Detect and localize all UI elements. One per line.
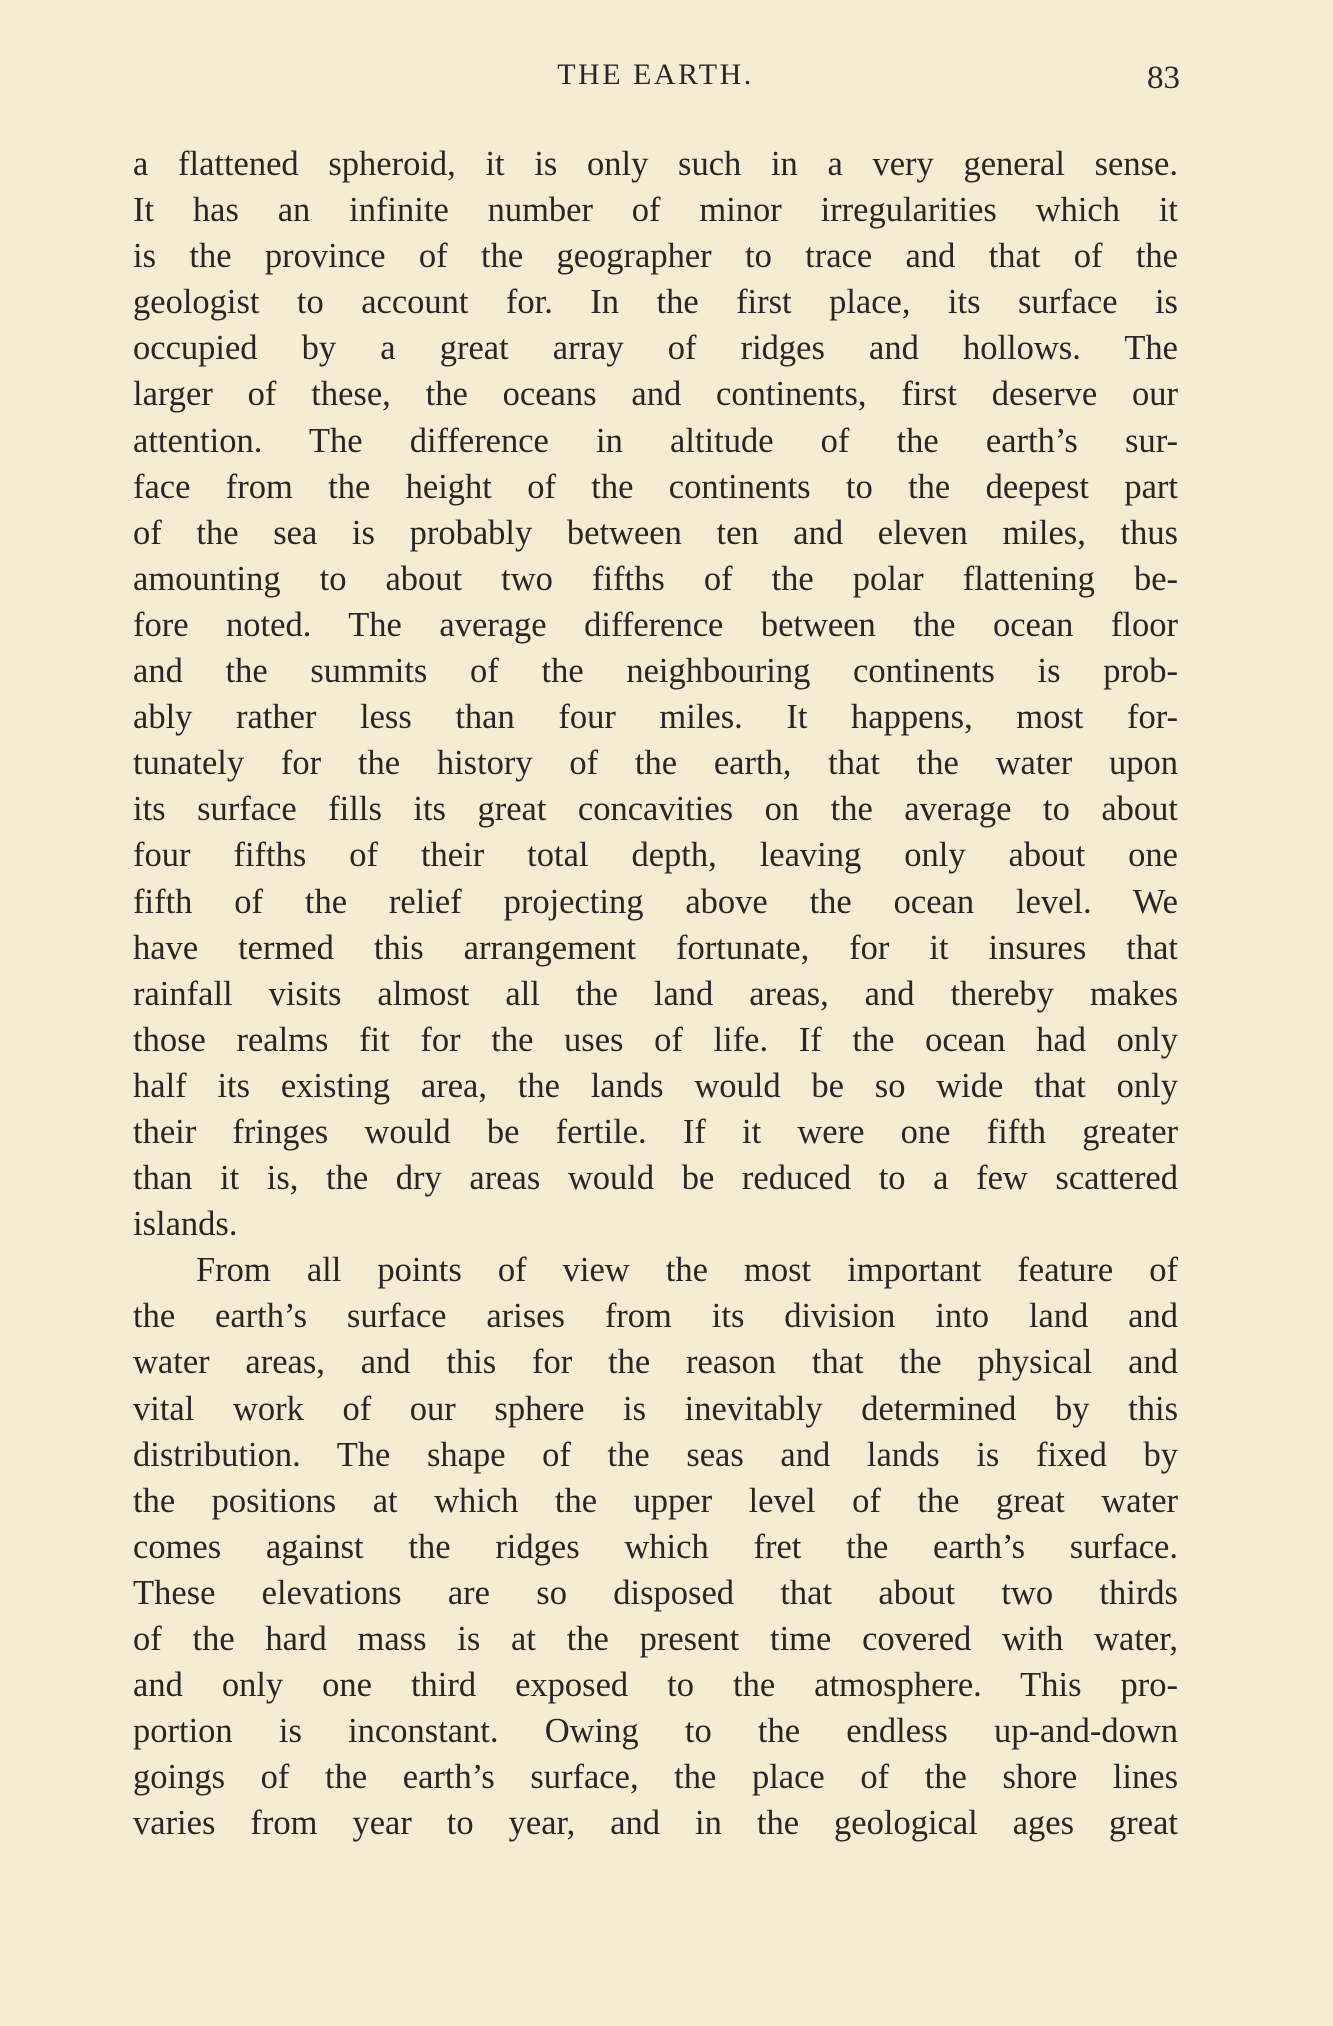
text-line: of the sea is probably between ten and eleven miles, thus [133,513,1178,552]
text-line: is the province of the geographer to trace and that of the [133,237,1178,276]
page-number: 83 [1147,60,1180,96]
text-line: its surface fills its great concavities on the average to about [133,790,1178,829]
text-line: fore noted. The average difference between the ocean floor [133,605,1178,644]
text-line: islands. [133,1205,238,1244]
text-line: amounting to about two fifths of the polar flattening be- [133,559,1178,598]
text-line: occupied by a great array of ridges and hollows. The [133,329,1178,368]
text-line: of the hard mass is at the present time covered with water, [133,1620,1178,1658]
text-line: four fifths of their total depth, leaving only about one [133,836,1178,875]
text-line: rainfall visits almost all the land areas, and thereby makes [133,974,1178,1013]
text-line: fifth of the relief projecting above the ocean level. We [133,882,1178,921]
body-text [133,141,1178,1846]
text-line: the earth’s surface arises from its division into land and [133,1297,1178,1336]
text-line: goings of the earth’s surface, the place of the shore lines [133,1758,1178,1797]
text-line: vital work of our sphere is inevitably determined by this [133,1389,1178,1428]
text-line: distribution. The shape of the seas and lands is fixed by [133,1435,1178,1474]
text-line: portion is inconstant. Owing to the endless up-and-down [133,1712,1178,1751]
text-line: water areas, and this for the reason that the physical and [133,1343,1178,1382]
text-line: ably rather less than four miles. It happens, most for- [133,698,1178,737]
running-header [133,52,1178,102]
text-line: tunately for the history of the earth, that the water upon [133,744,1178,783]
running-title: THE EARTH. [557,58,754,91]
text-line: geologist to account for. In the first place, its surface is [133,283,1178,322]
text-line: those realms fit for the uses of life. If the ocean had only [133,1020,1178,1059]
text-line: comes against the ridges which fret the earth’s surface. [133,1527,1178,1566]
text-line: and the summits of the neighbouring continents is prob- [133,652,1178,691]
text-line: than it is, the dry areas would be reduced to a few scattered [133,1159,1178,1198]
text-line: attention. The difference in altitude of the earth’s sur- [133,421,1178,460]
text-line: have termed this arrangement fortunate, for it insures that [133,928,1178,967]
text-line: From all points of view the most important feature of [196,1251,1178,1290]
text-line: These elevations are so disposed that about two thirds [133,1573,1178,1612]
text-line: varies from year to year, and in the geological ages great [133,1804,1178,1843]
text-line: a flattened spheroid, it is only such in a very general sense. [133,145,1178,183]
text-line: larger of these, the oceans and continents, first deserve our [133,375,1178,414]
text-line: and only one third exposed to the atmosphere. This pro- [133,1666,1178,1705]
text-line: the positions at which the upper level of the great water [133,1481,1178,1520]
paragraph [133,141,1178,1247]
text-line: their fringes would be fertile. If it were one fifth greater [133,1112,1178,1151]
text-line: face from the height of the continents to the deepest part [133,467,1178,506]
text-line: It has an infinite number of minor irregularities which it [133,191,1178,230]
paragraph [133,1247,1178,1846]
text-line: half its existing area, the lands would be so wide that only [133,1066,1178,1105]
